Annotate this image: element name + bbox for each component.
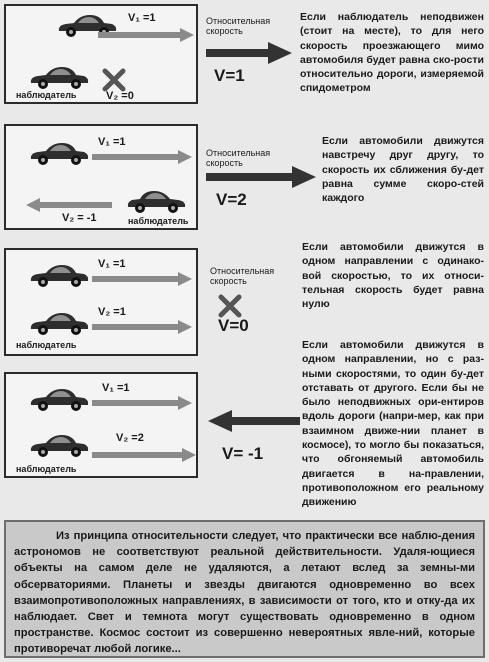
scenario-2-panel: [4, 124, 198, 230]
moving-car-icon: [28, 140, 90, 166]
cross-icon: [102, 68, 126, 92]
relative-speed-label: Относительная скорость: [210, 266, 275, 286]
moving-car-icon: [28, 262, 90, 288]
v2-label: V₂ =0: [106, 90, 134, 102]
conclusion-text: Из принципа относительности следует, что практически все наблю-дения астрономов не соответствуют реальной действительности. Удаля-ющиеся объекты на самом деле не удаляются, а летают вслед за земны-ми обсерваториями. Планеты и звезды двигаются одновременно во всех взаимопротивоположных направлениях, в зависимости от того, кто и отку-да их наблюдает. Свет и темнота могут существовать одновременно в одном пространстве. Космос состоит из совершенно невероятных явле-ний, которые противоречат любой логике...: [14, 530, 475, 656]
moving-car-icon: [28, 386, 90, 412]
v1-label: V₁ =1: [128, 12, 156, 24]
observer-label: наблюдатель: [16, 464, 77, 474]
conclusion-box: [4, 520, 485, 658]
cross-icon: [218, 294, 242, 318]
scenario-1-description: Если наблюдатель неподвижен (стоит на месте), то для него скорость проезжающего мимо автомобиля будет равна ско-рости относительно дороги, измеряемой спидометром: [300, 11, 484, 95]
v2-arrow-icon: [26, 198, 112, 212]
relative-speed-value: V=1: [214, 66, 245, 85]
observer-label: наблюдатель: [16, 340, 77, 350]
relative-speed-value: V=0: [218, 316, 249, 335]
scenario-3-description: Если автомобили движутся в одном направлении с одинако-вой скоростью, то их относи-тельная скорость будет равна нулю: [302, 241, 484, 311]
relative-speed-value: V=2: [216, 190, 247, 209]
relative-speed-right-arrow-icon: [206, 166, 316, 188]
v2-label: V₂ =2: [116, 432, 144, 444]
scenario-4-panel: [4, 372, 198, 478]
observer-car-icon: [28, 310, 90, 336]
observer-car-icon: [28, 64, 90, 90]
v1-arrow-icon: [92, 150, 192, 164]
v1-label: V₁ =1: [98, 136, 126, 148]
observer-label: наблюдатель: [16, 90, 77, 100]
v2-label: V₂ = -1: [62, 212, 97, 224]
relative-speed-label: Относительная скорость: [206, 16, 271, 36]
relative-speed-value: V= -1: [222, 444, 264, 463]
scenario-2-description: Если автомобили движутся навстречу друг другу, то скорость их сближения бу-дет равна сумме скоро-стей каждого: [322, 135, 484, 205]
v1-label: V₁ =1: [98, 258, 126, 270]
v1-arrow-icon: [92, 272, 192, 286]
v1-arrow-icon: [92, 396, 192, 410]
relative-speed-left-arrow-icon: [208, 410, 300, 432]
observer-car-icon: [28, 432, 90, 458]
scenario-4-description: Если автомобили движутся в одном направлении, но с раз-ными скоростями, то один бу-дет отставать от другого. Если бы не было неподвижных ори-ентиров вдоль дороги (напри-мер, как при взаимном движе-нии планет в космосе), то могло бы показаться, что обгоняемый автомобиль двигается в на-правлении, противоположном его реальному движению: [302, 339, 484, 509]
relative-speed-label: Относительная скорость: [206, 148, 271, 168]
observer-label: наблюдатель: [128, 216, 189, 226]
observer-car-icon: [126, 188, 188, 214]
v1-arrow-icon: [98, 28, 194, 42]
v2-arrow-icon: [92, 320, 192, 334]
v2-label: V₂ =1: [98, 306, 126, 318]
scenario-1-panel: [4, 4, 198, 104]
relative-speed-right-arrow-icon: [206, 42, 292, 64]
scenario-3-panel: [4, 248, 198, 356]
v1-label: V₁ =1: [102, 382, 130, 394]
v2-arrow-icon: [92, 448, 196, 462]
